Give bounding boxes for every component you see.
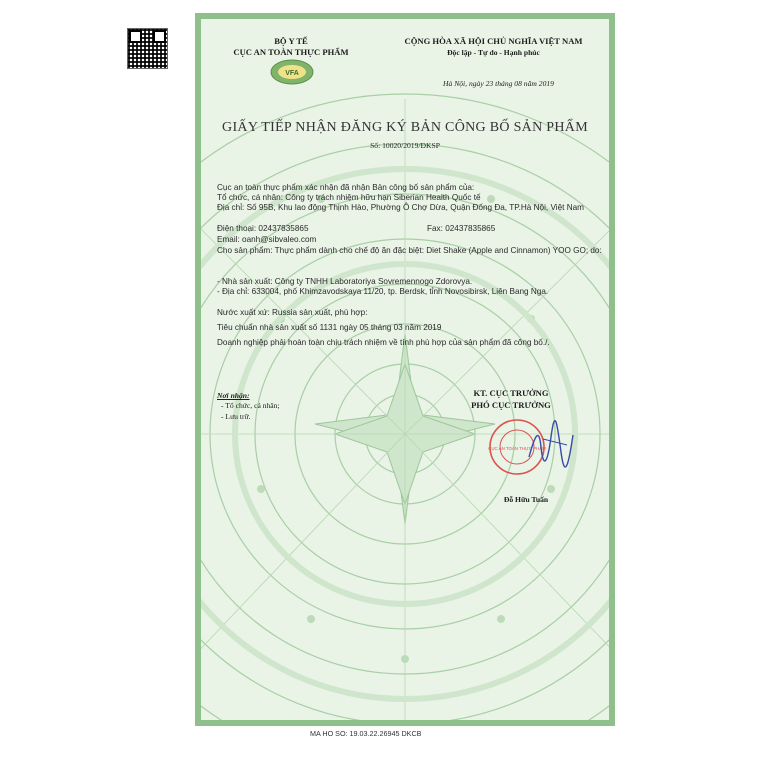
recipient-item: - Lưu trữ. [221, 412, 251, 421]
body-email: Email: oanh@sibvaleo.com [217, 235, 317, 244]
body-standard: Tiêu chuẩn nhà sản xuất số 1131 ngày 05 tháng 03 năm 2019 [217, 323, 442, 332]
certificate [195, 13, 615, 726]
body-manufacturer: - Nhà sản xuất: Công ty TNHH Laboratoriya Sovremennogo Zdorovya. [217, 277, 473, 286]
body-origin: Nước xuất xứ: Russia sản xuất, phù hợp: [217, 308, 368, 317]
body-phone: Điện thoại: 02437835865 [217, 224, 309, 233]
signer-name: Đỗ Hữu Tuấn [503, 495, 549, 504]
document-title: GIẤY TIẾP NHẬN ĐĂNG KÝ BẢN CÔNG BỐ SẢN PHẨM [222, 120, 588, 135]
body-manufacturer-address: - Địa chỉ: 633004, phố Khimzavodskaya 11/20, tp. Berdsk, tỉnh Novosibirsk, Liên Bang Nga. [217, 287, 549, 296]
qr-code [127, 28, 168, 69]
issue-date: Hà Nội, ngày 23 tháng 08 năm 2019 [443, 79, 554, 88]
body-address: Địa chỉ: Số 95B, Khu lao động Thịnh Hào, Phường Ô Chợ Dừa, Quận Đống Đa, TP.Hà Nội, Việt Nam [217, 203, 584, 212]
svg-text:CỤC AN TOÀN THỰC PHẨM: CỤC AN TOÀN THỰC PHẨM [488, 446, 546, 451]
recipients-label: Nơi nhận: [217, 391, 250, 400]
ministry-name: BỘ Y TẾ [274, 36, 308, 46]
svg-text:VFA: VFA [285, 70, 299, 77]
department-name: CỤC AN TOÀN THỰC PHẨM [233, 47, 349, 57]
country-name: CỘNG HÒA XÃ HỘI CHỦ NGHĨA VIỆT NAM [404, 36, 583, 46]
vfa-logo [269, 57, 315, 87]
signer-title: PHÓ CỤC TRƯỞNG [471, 400, 551, 410]
handwritten-signature [521, 417, 581, 472]
body-product: Cho sản phẩm: Thực phẩm dành cho chế độ ăn đặc biệt: Diet Shake (Apple and Cinnamon) YOO GO; do: [217, 246, 602, 255]
body-responsibility: Doanh nghiệp phải hoàn toàn chịu trách nhiệm về tính phù hợp của sản phẩm đã công bố./. [217, 338, 550, 347]
body-intro: Cục an toàn thực phẩm xác nhận đã nhận Bản công bố sản phẩm của: [217, 183, 475, 192]
recipient-item: - Tổ chức, cá nhân; [221, 401, 280, 410]
signer-role: KT. CỤC TRƯỞNG [473, 388, 549, 398]
motto: Độc lập - Tự do - Hạnh phúc [447, 48, 540, 57]
document-number: Số: 10020/2019/ĐKSP [370, 141, 440, 150]
body-organization: Tổ chức, cá nhân: Công ty trách nhiệm hữu hạn Siberian Health Quốc tế [217, 193, 481, 202]
record-code: MA HO SO: 19.03.22.26945 DKCB [310, 729, 422, 738]
body-fax: Fax: 02437835865 [427, 224, 496, 233]
